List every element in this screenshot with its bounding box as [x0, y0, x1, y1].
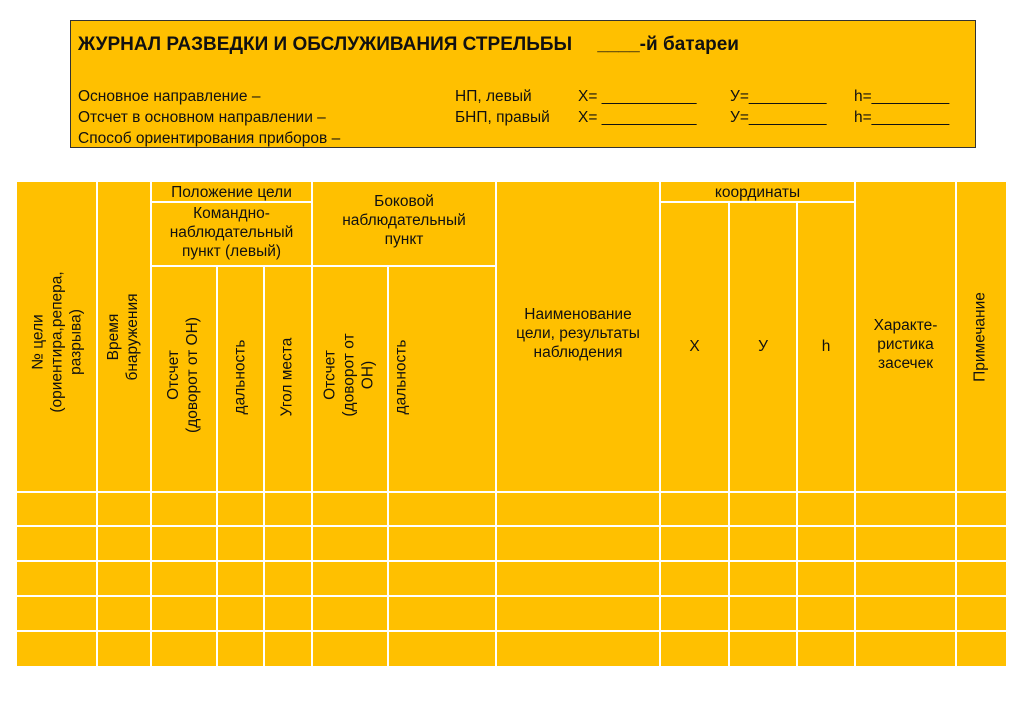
- header-coordinates: координаты: [714, 184, 801, 201]
- main-direction-reading-label: Отсчет в основном направлении –: [78, 109, 326, 126]
- header-detection-time: Время бнаружения: [105, 293, 141, 381]
- grid-line: [311, 182, 313, 666]
- header-command-post: Командно- наблюдательный пункт (левый): [169, 205, 294, 260]
- grid-line: [216, 266, 218, 666]
- grid-line: [955, 182, 957, 666]
- header-characteristic: Характе- ристика засечек: [873, 317, 938, 372]
- grid-line: [17, 491, 1006, 493]
- header-elevation-angle: Угол места: [278, 337, 296, 417]
- grid-line: [659, 182, 661, 666]
- grid-line: [854, 182, 856, 666]
- header-distance-command: дальность: [231, 339, 249, 415]
- header-x: X: [689, 338, 700, 355]
- grid-line: [17, 560, 1006, 562]
- bnp-right-label: БНП, правый: [455, 109, 550, 126]
- header-note: Примечание: [971, 292, 989, 382]
- np-x-field[interactable]: X= ___________: [578, 88, 697, 105]
- grid-line: [263, 266, 265, 666]
- orientation-method-label: Способ ориентирования приборов –: [78, 130, 341, 147]
- grid-line: [387, 266, 389, 666]
- header-y: У: [758, 338, 768, 355]
- grid-line: [17, 630, 1006, 632]
- battery-number-field[interactable]: ____-й батареи: [597, 34, 739, 55]
- header-reading-command: Отсчет (доворот от ОН): [165, 317, 201, 433]
- bnp-x-field[interactable]: X= ___________: [578, 109, 697, 126]
- grid-line: [150, 265, 497, 267]
- grid-line: [495, 182, 497, 666]
- np-y-field[interactable]: У=_________: [730, 88, 827, 105]
- grid-line: [96, 182, 98, 666]
- header-reading-side: Отсчет (доворот от ОН): [321, 333, 377, 417]
- observation-table: [17, 182, 1006, 666]
- main-direction-label: Основное направление –: [78, 88, 261, 105]
- grid-line: [17, 595, 1006, 597]
- bnp-y-field[interactable]: У=_________: [730, 109, 827, 126]
- bnp-h-field[interactable]: h=_________: [854, 109, 950, 126]
- header-h: h: [821, 338, 831, 355]
- grid-line: [17, 525, 1006, 527]
- header-target-position: Положение цели: [171, 184, 292, 201]
- np-h-field[interactable]: h=_________: [854, 88, 950, 105]
- header-target-name: Наименование цели, результаты наблюдения: [516, 306, 640, 361]
- journal-title-text: ЖУРНАЛ РАЗВЕДКИ И ОБСЛУЖИВАНИЯ СТРЕЛЬБЫ: [78, 34, 573, 55]
- header-side-post: Боковой наблюдательный пункт: [342, 193, 466, 248]
- np-left-label: НП, левый: [455, 88, 532, 105]
- header-target-number: № цели (ориентира,репера, разрыва): [29, 271, 85, 413]
- journal-title: [78, 34, 739, 56]
- header-distance-side: дальность: [392, 339, 410, 415]
